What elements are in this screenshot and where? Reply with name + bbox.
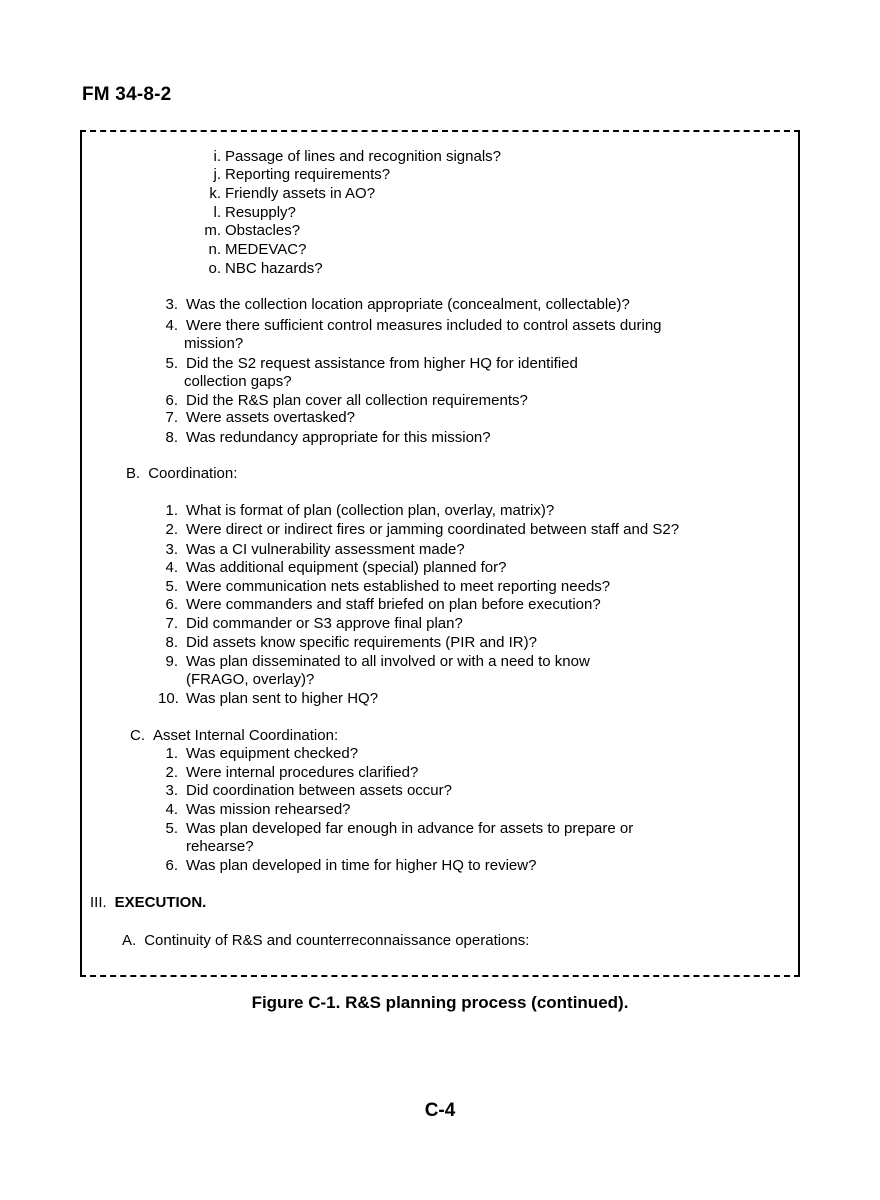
item-text: Was mission rehearsed?: [186, 801, 351, 818]
checklist-item: [158, 596, 601, 613]
sub-item-label: l.: [213, 204, 221, 221]
sub-item: [203, 241, 306, 258]
checklist-item-continued: [186, 838, 254, 855]
item-text-continued: mission?: [184, 335, 244, 352]
document-id: FM 34-8-2: [82, 84, 172, 105]
sub-item: [203, 222, 300, 239]
item-number: 2.: [165, 764, 178, 781]
section-c-heading: [130, 727, 338, 744]
item-text: Were commanders and staff briefed on plan before execution?: [186, 596, 601, 613]
section-label: B.: [126, 465, 141, 482]
item-text: Did the R&S plan cover all collection requirements?: [186, 392, 528, 409]
item-text-continued: collection gaps?: [184, 373, 292, 390]
item-text: Were assets overtasked?: [186, 409, 355, 426]
item-number: 1.: [165, 502, 178, 519]
sub-item-text: MEDEVAC?: [225, 241, 307, 258]
checklist-item: [158, 559, 506, 576]
checklist-item: [160, 317, 662, 334]
item-text: Did coordination between assets occur?: [186, 782, 452, 799]
section-label: III.: [90, 894, 107, 911]
checklist-item: [160, 820, 633, 837]
checklist-item: [160, 355, 578, 372]
item-number: 5.: [165, 355, 178, 372]
item-number: 9.: [165, 653, 178, 670]
checklist-item: [158, 578, 610, 595]
checklist-item: [158, 615, 463, 632]
sub-item-text: Passage of lines and recognition signals?: [225, 148, 502, 165]
item-number: 6.: [165, 857, 178, 874]
item-text: Was a CI vulnerability assessment made?: [186, 541, 465, 558]
checklist-item: [158, 521, 679, 538]
item-number: 4.: [165, 317, 178, 334]
checklist-item: [122, 932, 529, 949]
item-text: Was plan sent to higher HQ?: [186, 690, 379, 707]
item-number: 7.: [165, 615, 178, 632]
item-number: 5.: [165, 578, 178, 595]
sub-item-label: m.: [204, 222, 221, 239]
checklist-item: [158, 502, 554, 519]
item-number: 3.: [165, 296, 178, 313]
item-text: Did the S2 request assistance from higher HQ for identified: [186, 355, 578, 372]
section-title: Coordination:: [148, 465, 238, 482]
figure-caption: Figure C-1. R&S planning process (continued).: [251, 993, 629, 1012]
item-text: Was plan developed in time for higher HQ to review?: [186, 857, 537, 874]
item-text-continued: rehearse?: [186, 838, 254, 855]
item-text: Was the collection location appropriate (concealment, collectable)?: [186, 296, 630, 313]
sub-item-text: Reporting requirements?: [225, 166, 391, 183]
sub-item-label: o.: [208, 260, 221, 277]
sub-item: [203, 260, 323, 277]
item-number: 3.: [165, 782, 178, 799]
checklist-item: [158, 634, 537, 651]
checklist-item: [158, 690, 378, 707]
item-number: 4.: [165, 801, 178, 818]
item-text: Were communication nets established to meet reporting needs?: [186, 578, 611, 595]
item-text: Was plan developed far enough in advance for assets to prepare or: [186, 820, 634, 837]
item-text: Were there sufficient control measures included to control assets during: [186, 317, 662, 334]
section-b-heading: [126, 465, 237, 482]
checklist-item-continued: [186, 671, 314, 688]
item-number: 6.: [165, 596, 178, 613]
item-number: 4.: [165, 559, 178, 576]
checklist-item: [160, 409, 355, 426]
sub-item-label: k.: [209, 185, 221, 202]
sub-item: [203, 166, 390, 183]
checklist-item: [160, 764, 418, 781]
item-number: 8.: [165, 634, 178, 651]
sub-item: [203, 185, 375, 202]
item-text: Was equipment checked?: [186, 745, 359, 762]
sub-item-text: Obstacles?: [225, 222, 301, 239]
sub-item-label: i.: [213, 148, 221, 165]
item-number: 5.: [165, 820, 178, 837]
item-text: Continuity of R&S and counterreconnaissance operations:: [144, 932, 530, 949]
sub-item-label: j.: [213, 166, 221, 183]
item-text: What is format of plan (collection plan, overlay, matrix)?: [186, 502, 555, 519]
item-number: 2.: [165, 521, 178, 538]
item-text: Did commander or S3 approve final plan?: [186, 615, 463, 632]
sub-item-text: Resupply?: [225, 204, 296, 221]
item-text: Were direct or indirect fires or jamming coordinated between staff and S2?: [186, 521, 680, 538]
checklist-item: [160, 296, 630, 313]
item-number: 7.: [165, 409, 178, 426]
sub-item-label: n.: [208, 241, 221, 258]
section-iii-heading: [90, 894, 206, 911]
sub-item: [203, 204, 296, 221]
sub-item-text: Friendly assets in AO?: [225, 185, 376, 202]
section-label: C.: [130, 727, 145, 744]
section-title: Asset Internal Coordination:: [153, 727, 339, 744]
sub-item: [203, 148, 501, 165]
checklist-item: [160, 392, 528, 409]
checklist-item: [160, 857, 536, 874]
item-number: 6.: [165, 392, 178, 409]
item-number: 1.: [165, 745, 178, 762]
checklist-item: [158, 653, 590, 670]
item-number: 10.: [158, 690, 179, 707]
checklist-item: [158, 541, 465, 558]
item-text: Was additional equipment (special) planned for?: [186, 559, 507, 576]
checklist-item: [160, 801, 351, 818]
checklist-item: [160, 429, 491, 446]
item-text: Were internal procedures clarified?: [186, 764, 419, 781]
checklist-item: [160, 782, 452, 799]
item-number: 3.: [165, 541, 178, 558]
item-text: Was plan disseminated to all involved or with a need to know: [186, 653, 590, 670]
checklist-item: [160, 745, 358, 762]
page-number: C-4: [424, 1100, 456, 1121]
checklist-item-continued: [184, 373, 292, 390]
checklist-item-continued: [184, 335, 243, 352]
item-text: Was redundancy appropriate for this mission?: [186, 429, 491, 446]
item-text-continued: (FRAGO, overlay)?: [186, 671, 315, 688]
item-text: Did assets know specific requirements (PIR and IR)?: [186, 634, 537, 651]
sub-item-text: NBC hazards?: [225, 260, 323, 277]
item-number: 8.: [165, 429, 178, 446]
item-label: A.: [122, 932, 137, 949]
section-title: EXECUTION.: [114, 894, 207, 911]
